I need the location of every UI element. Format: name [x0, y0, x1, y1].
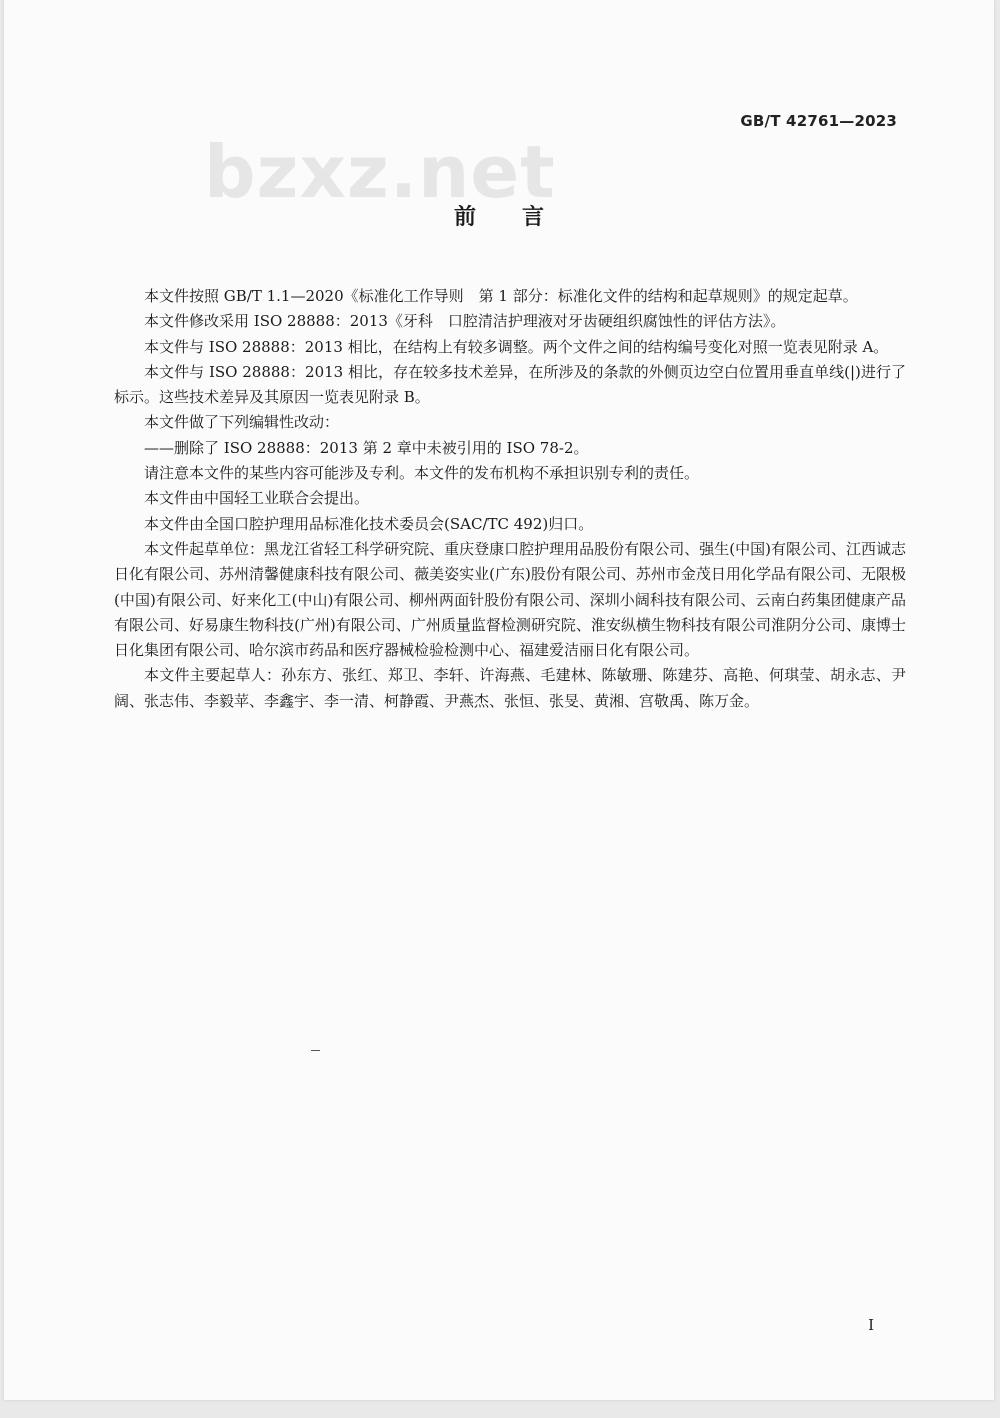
page-title: 前言	[453, 205, 590, 230]
paragraph-adoption: 本文件修改采用 ISO 28888：2013《牙科 口腔清洁护理液对牙齿硬组织腐蚀性的评估方法》。	[144, 312, 786, 331]
paragraph-structure-changes: 本文件与 ISO 28888：2013 相比，在结构上有较多调整。两个文件之间的结构编号变化对照一览表见附录 A。	[144, 337, 889, 356]
standard-number: GB/T 42761—2023	[740, 112, 897, 130]
paragraph-drafters: 本文件主要起草人：孙东方、张红、郑卫、李轩、许海燕、毛建林、陈敏珊、陈建芬、高艳、何琪莹、胡永志、尹阔、张志伟、李毅苹、李鑫宇、李一清、柯静霞、尹燕杰、张恒、张旻、黄湘、宫敬禹、陈万金。	[114, 666, 906, 710]
paragraph-editorial-changes: 本文件做了下列编辑性改动：	[144, 413, 340, 432]
list-item-deletion: ——删除了 ISO 28888：2013 第 2 章中未被引用的 ISO 78-2。	[144, 438, 589, 457]
paragraph-patent-notice: 请注意本文件的某些内容可能涉及专利。本文件的发布机构不承担识别专利的责任。	[144, 464, 700, 483]
paragraph-drafting-rules: 本文件按照 GB/T 1.1—2020《标准化工作导则 第 1 部分：标准化文件的结构和起草规则》的规定起草。	[144, 287, 858, 305]
paragraph-technical-committee: 本文件由全国口腔护理用品标准化技术委员会(SAC/TC 492)归口。	[144, 514, 594, 533]
document-page	[4, 0, 994, 1400]
paragraph-proposer: 本文件由中国轻工业联合会提出。	[144, 489, 370, 508]
foreword-body	[114, 284, 906, 714]
paragraph-technical-differences: 本文件与 ISO 28888：2013 相比，存在较多技术差异，在所涉及的条款的外侧页边空白位置用垂直单线(|)进行了标示。这些技术差异及其原因一览表见附录 B。	[114, 362, 906, 407]
watermark: bzxz.net	[204, 130, 556, 214]
paragraph-drafting-units: 本文件起草单位：黑龙江省轻工科学研究院、重庆登康口腔护理用品股份有限公司、强生(中国)有限公司、江西诚志日化有限公司、苏州清馨健康科技有限公司、薇美姿实业(广东)股份有限公司、苏州市金茂日用化学品有限公司、无限极(中国)有限公司、好来化工(中山)有限公司、柳州两面针股份有限公司、深圳小阔科技有限公司、云南白药集团健康产品有限公司、好易康生物科技(广州)有限公司、广州质量监督检测研究院、淮安纵横生物科技有限公司淮阴分公司、康博士日化集团有限公司、哈尔滨市药品和医疗器械检验检测中心、福建爱洁丽日化有限公司。	[114, 539, 906, 660]
stray-mark	[311, 1050, 320, 1051]
page-number: I	[868, 1316, 874, 1334]
